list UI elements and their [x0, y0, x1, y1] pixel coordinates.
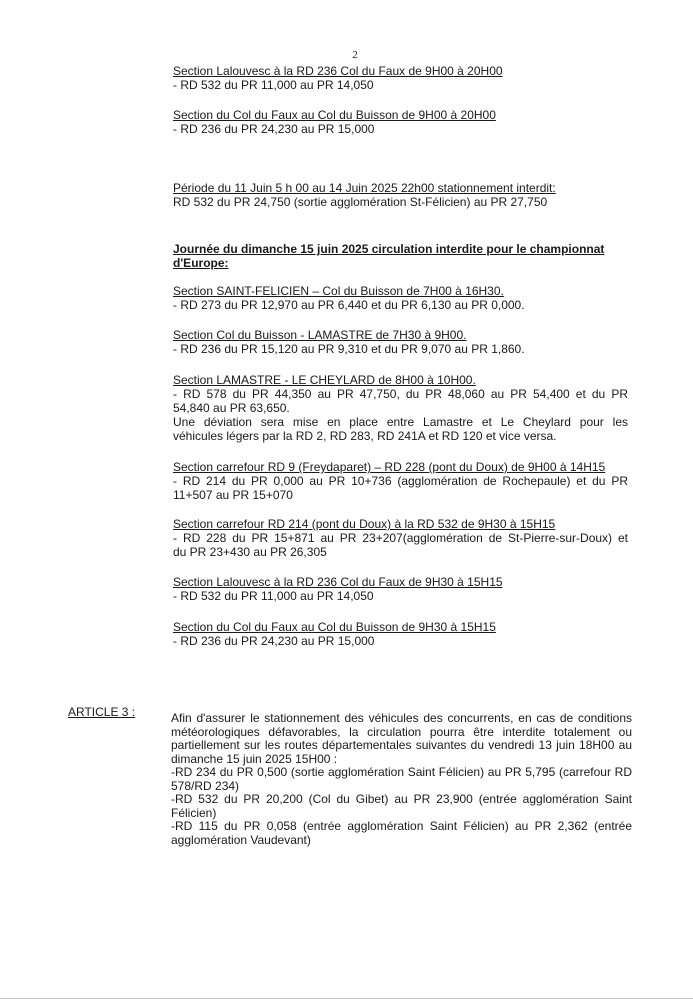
- section-line: - RD 236 du PR 24,230 au PR 15,000: [173, 634, 375, 648]
- scan-edge-line: [0, 998, 693, 999]
- section-lamastre-le-cheylard: [173, 373, 628, 443]
- section-lalouvesc-col-du-faux-2: [173, 575, 628, 603]
- section-title: Section du Col du Faux au Col du Buisson de 9H00 à 20H00: [173, 108, 496, 122]
- section-line: - RD 236 du PR 24,230 au PR 15,000: [173, 122, 375, 136]
- section-line: du PR 23+430 au PR 26,305: [173, 545, 327, 559]
- section-title: Période du 11 Juin 5 h 00 au 14 Juin 2025 22h00 stationnement interdit:: [173, 181, 556, 195]
- section-saint-felicien-col-du-buisson: [173, 284, 628, 312]
- section-title: Section SAINT-FELICIEN – Col du Buisson de 7H00 à 16H30.: [173, 284, 504, 298]
- heading-line: Journée du dimanche 15 juin 2025 circulation interdite pour le championnat: [173, 242, 605, 256]
- article-3-paragraph: -RD 115 du PR 0,058 (entrée agglomération Saint Félicien) au PR 2,362 (entrée agglomération Vaudevant): [171, 819, 632, 847]
- article-3-paragraph: -RD 532 du PR 20,200 (Col du Gibet) au PR 23,900 (entrée agglomération Saint Félicien): [171, 792, 632, 820]
- section-line: RD 532 du PR 24,750 (sortie agglomération St-Félicien) au PR 27,750: [173, 195, 548, 209]
- section-title: Section LAMASTRE - LE CHEYLARD de 8H00 à 10H00.: [173, 373, 476, 387]
- page-number: 2: [352, 49, 358, 61]
- section-col-du-buisson-lamastre: [173, 328, 628, 356]
- section-periode-stationnement: [173, 181, 628, 209]
- section-line: - RD 228 du PR 15+871 au PR 23+207(agglomération de St-Pierre-sur-Doux) et: [173, 531, 628, 545]
- article-3-body: [171, 712, 632, 847]
- article-3-label: ARTICLE 3 :: [68, 705, 136, 719]
- section-line: - RD 214 du PR 0,000 au PR 10+736 (agglomération de Rochepaule) et du PR: [173, 474, 628, 488]
- section-line: 54,840 au PR 63,650.: [173, 401, 290, 415]
- section-title: Section Lalouvesc à la RD 236 Col du Faux de 9H00 à 20H00: [173, 64, 503, 78]
- section-title: Section Col du Buisson - LAMASTRE de 7H30 à 9H00.: [173, 328, 467, 342]
- section-line: - RD 236 du PR 15,120 au PR 9,310 et du PR 9,070 au PR 1,860.: [173, 342, 525, 356]
- section-lalouvesc-col-du-faux-1: [173, 64, 628, 92]
- section-col-du-faux-col-du-buisson-1: [173, 108, 628, 136]
- section-line: véhicules légers par la RD 2, RD 283, RD 241A et RD 120 et vice versa.: [173, 429, 557, 443]
- article-3-paragraph: Afin d'assurer le stationnement des véhicules des concurrents, en cas de conditions météorologiques défavorables, la circulation pourra être interdite totalement ou partiellement sur les routes départementales suivantes du vendredi 13 juin 18H00 au dimanche 15 juin 2025 15H00 :: [171, 711, 632, 766]
- section-title: Section Lalouvesc à la RD 236 Col du Faux de 9H30 à 15H15: [173, 575, 503, 589]
- section-title: Section du Col du Faux au Col du Buisson de 9H30 à 15H15: [173, 620, 496, 634]
- section-line: - RD 578 du PR 44,350 au PR 47,750, du PR 48,060 au PR 54,400 et du PR: [173, 387, 628, 401]
- section-carrefour-rd9-rd228: [173, 460, 628, 502]
- section-line: - RD 532 du PR 11,000 au PR 14,050: [173, 78, 374, 92]
- section-title: Section carrefour RD 9 (Freydaparet) – RD 228 (pont du Doux) de 9H00 à 14H15: [173, 460, 606, 474]
- article-3-paragraph: -RD 234 du PR 0,500 (sortie agglomération Saint Félicien) au PR 5,795 (carrefour RD 578/RD 234): [171, 765, 632, 793]
- section-line: Une déviation sera mise en place entre Lamastre et Le Cheylard pour les: [173, 415, 628, 429]
- section-title: Section carrefour RD 214 (pont du Doux) à la RD 532 de 9H30 à 15H15: [173, 517, 556, 531]
- heading-line: d'Europe:: [173, 256, 229, 270]
- section-col-du-faux-col-du-buisson-2: [173, 620, 628, 648]
- section-line: - RD 273 du PR 12,970 au PR 6,440 et du PR 6,130 au PR 0,000.: [173, 298, 525, 312]
- section-carrefour-rd214-rd532: [173, 517, 628, 559]
- section-line: 11+507 au PR 15+070: [173, 488, 293, 502]
- heading-journee-dimanche: [173, 242, 628, 270]
- section-line: - RD 532 du PR 11,000 au PR 14,050: [173, 589, 374, 603]
